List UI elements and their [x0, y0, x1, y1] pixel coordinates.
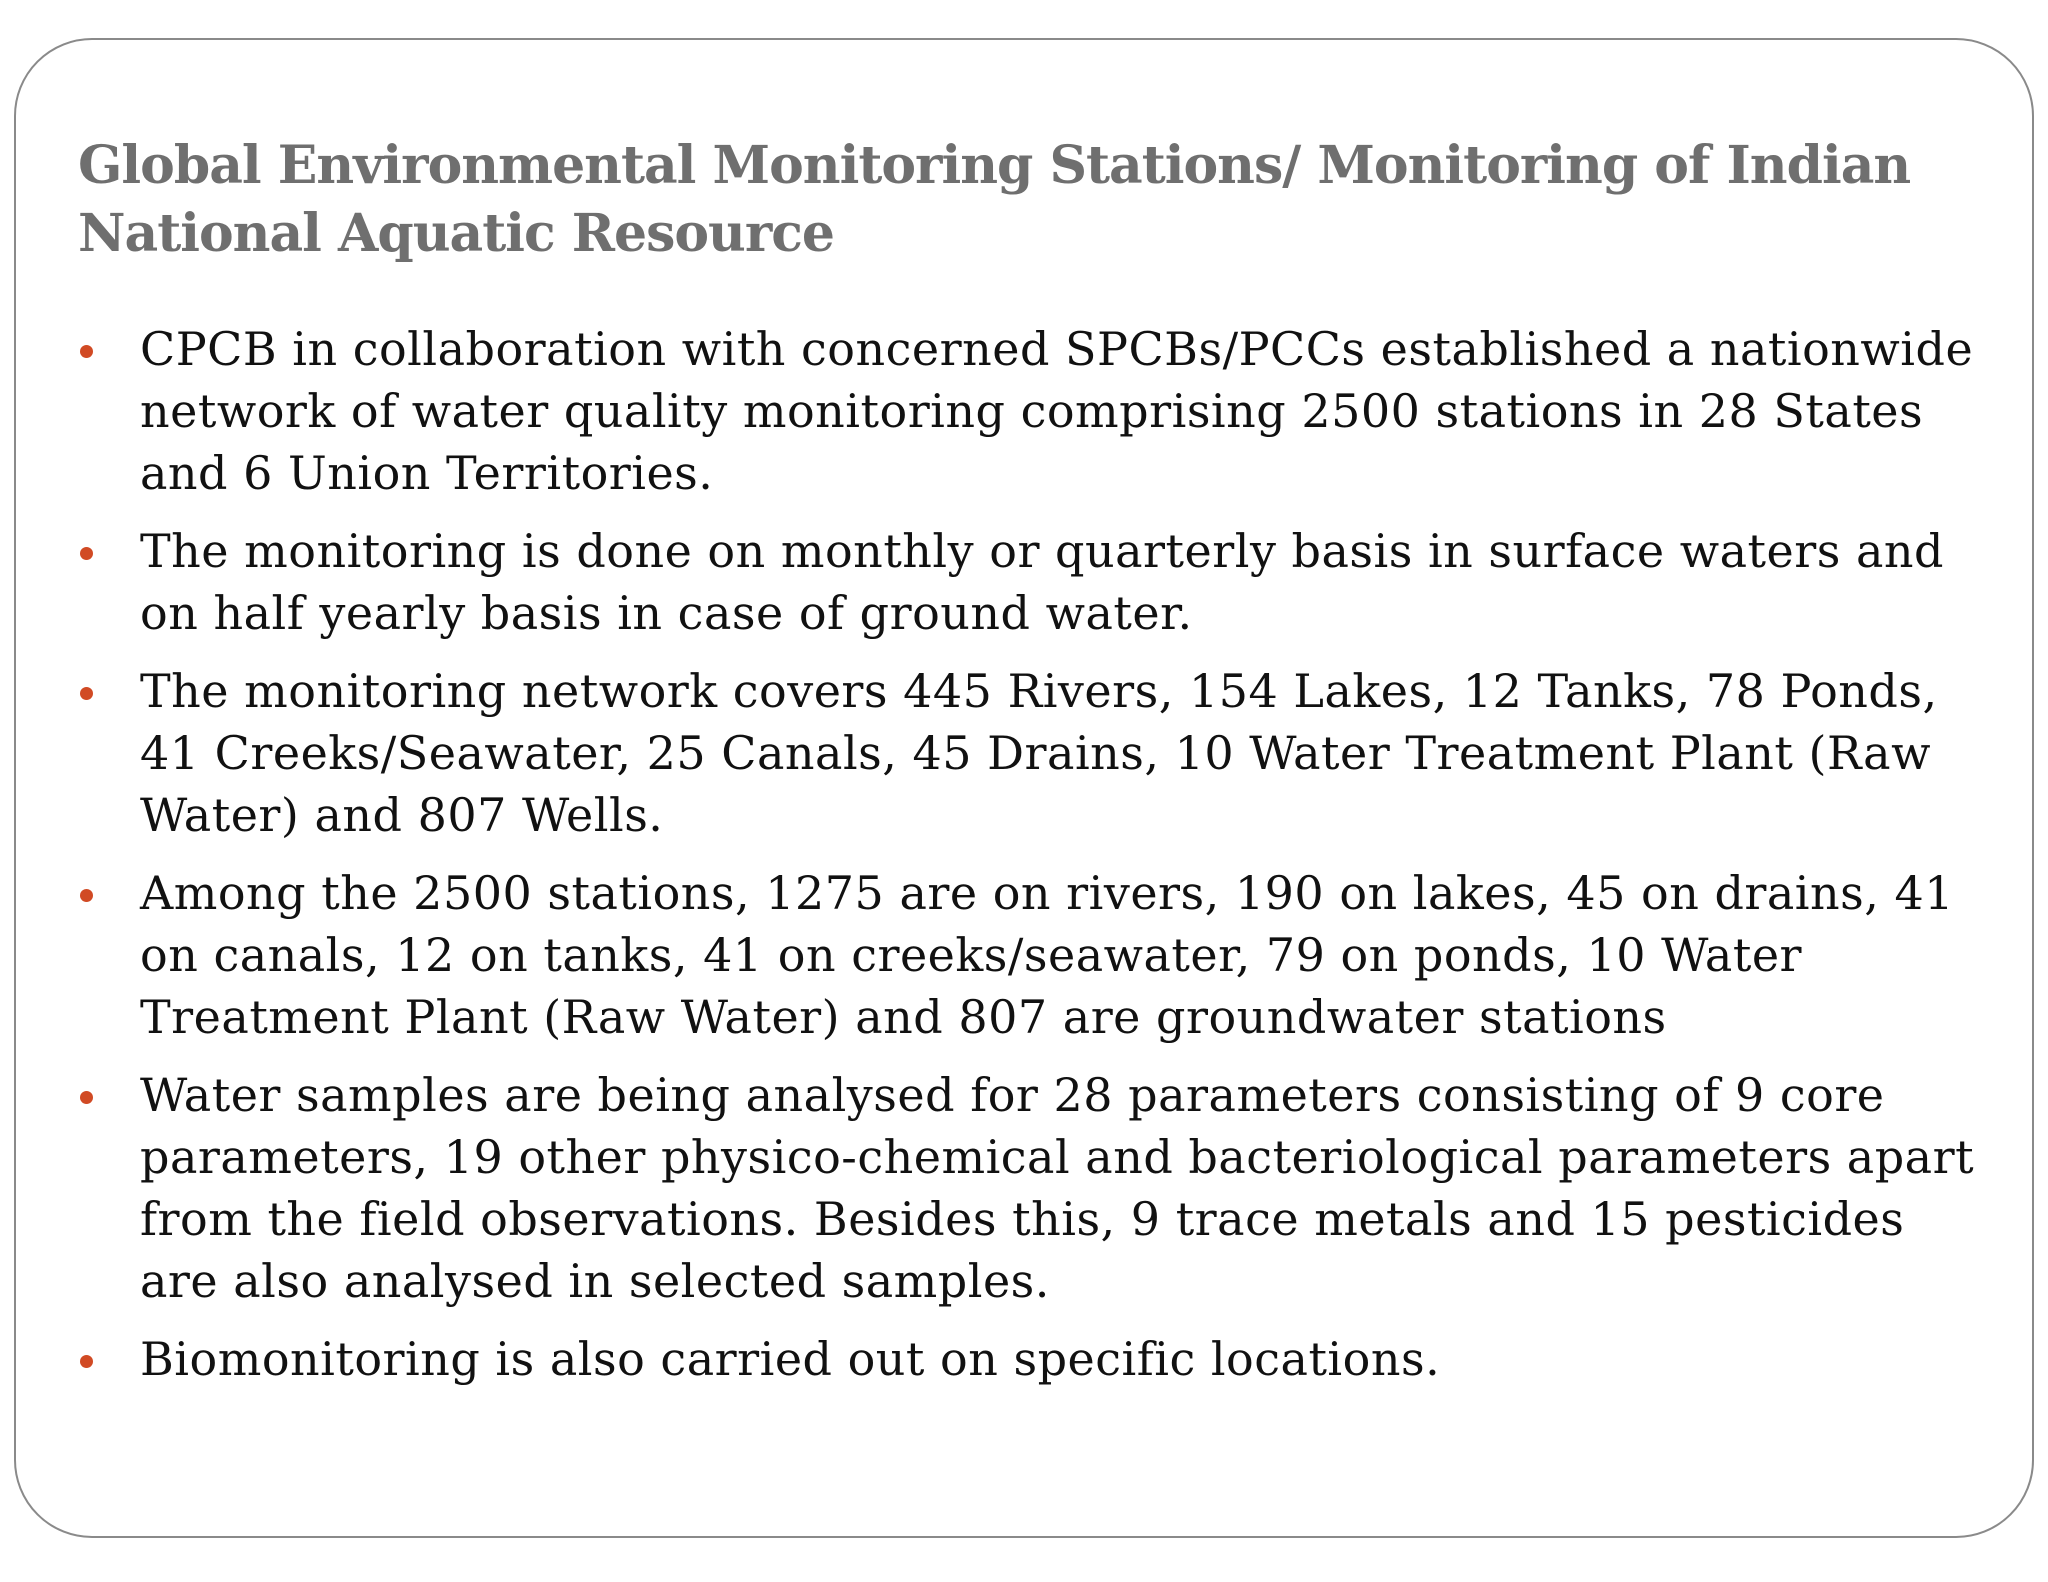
- bullet-dot-icon: [80, 687, 93, 700]
- slide-title: Global Environmental Monitoring Stations/ Monitoring of Indian National Aquatic Resource: [78, 135, 1911, 264]
- bullet-dot-icon: [80, 345, 93, 358]
- bullet-text: Biomonitoring is also carried out on specific locations.: [140, 1332, 1441, 1386]
- list-item: [78, 520, 1978, 644]
- bullet-list: [78, 318, 1978, 1406]
- bullet-dot-icon: [80, 889, 93, 902]
- list-item: [78, 1064, 1978, 1312]
- bullet-dot-icon: [80, 547, 93, 560]
- list-item: [78, 660, 1978, 846]
- bullet-text: The monitoring is done on monthly or quarterly basis in surface waters and on half yearly basis in case of ground water.: [140, 524, 1944, 640]
- bullet-dot-icon: [80, 1355, 93, 1368]
- bullet-text: CPCB in collaboration with concerned SPCBs/PCCs established a nationwide network of water quality monitoring comprising 2500 stations in 28 States and 6 Union Territories.: [140, 322, 1974, 500]
- list-item: [78, 1328, 1978, 1390]
- bullet-text: The monitoring network covers 445 Rivers, 154 Lakes, 12 Tanks, 78 Ponds, 41 Creeks/Seawater, 25 Canals, 45 Drains, 10 Water Treatment Plant (Raw Water) and 807 Wells.: [140, 664, 1938, 842]
- list-item: [78, 318, 1978, 504]
- bullet-dot-icon: [80, 1091, 93, 1104]
- bullet-text: Among the 2500 stations, 1275 are on rivers, 190 on lakes, 45 on drains, 41 on canals, 12 on tanks, 41 on creeks/seawater, 79 on ponds, 10 Water Treatment Plant (Raw Water) and 807 are groundwater stations: [140, 866, 1955, 1044]
- bullet-text: Water samples are being analysed for 28 parameters consisting of 9 core parameters, 19 other physico-chemical and bacteriological parameters apart from the field observations. Besides this, 9 trace metals and 15 pesticides are also analysed in selected samples.: [140, 1068, 1975, 1308]
- list-item: [78, 862, 1978, 1048]
